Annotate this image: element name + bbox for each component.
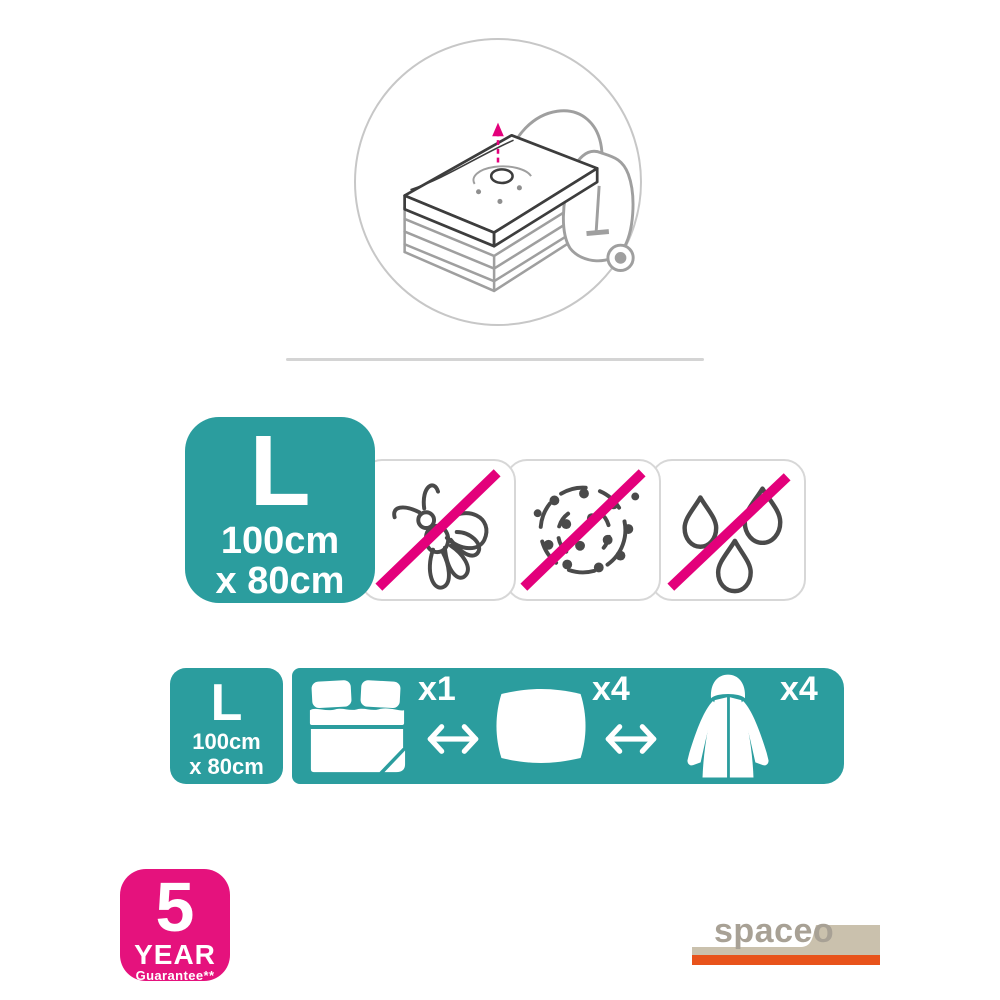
guarantee-year-label: YEAR	[134, 938, 216, 970]
size-badge-bottom	[170, 668, 283, 784]
brand-name: spaceo	[714, 912, 835, 950]
size-dimension-1: 100cm	[192, 729, 261, 754]
no-water-drops-icon	[652, 461, 804, 599]
vacuum-bag-and-cleaner-icon	[356, 40, 640, 324]
coat-count: x4	[780, 670, 818, 708]
double-bed-icon	[306, 676, 408, 776]
feature-no-water	[650, 459, 806, 601]
size-dimension-1: 100cm	[220, 520, 340, 562]
feature-no-dust-mites	[505, 459, 661, 601]
no-dust-mites-icon	[507, 461, 659, 599]
size-letter: L	[249, 415, 311, 527]
no-moths-icon	[362, 461, 514, 599]
brand-logo	[688, 903, 884, 967]
vacuum-compression-illustration	[354, 38, 642, 326]
bed-count: x1	[418, 670, 456, 708]
guarantee-label: Guarantee**	[135, 967, 215, 983]
size-badge-top	[185, 417, 375, 603]
guarantee-badge	[120, 869, 230, 981]
guarantee-number: 5	[155, 868, 195, 946]
divider-line	[286, 358, 704, 361]
hooded-coat-icon	[678, 673, 778, 780]
pillow-icon	[492, 682, 590, 770]
size-dimension-2: x 80cm	[215, 560, 345, 603]
size-letter: L	[210, 674, 243, 732]
double-arrow-icon	[422, 722, 484, 756]
pillow-count: x4	[592, 670, 630, 708]
feature-no-moths	[360, 459, 516, 601]
double-arrow-icon	[600, 722, 662, 756]
size-dimension-2: x 80cm	[189, 754, 264, 780]
capacity-banner	[292, 668, 844, 784]
